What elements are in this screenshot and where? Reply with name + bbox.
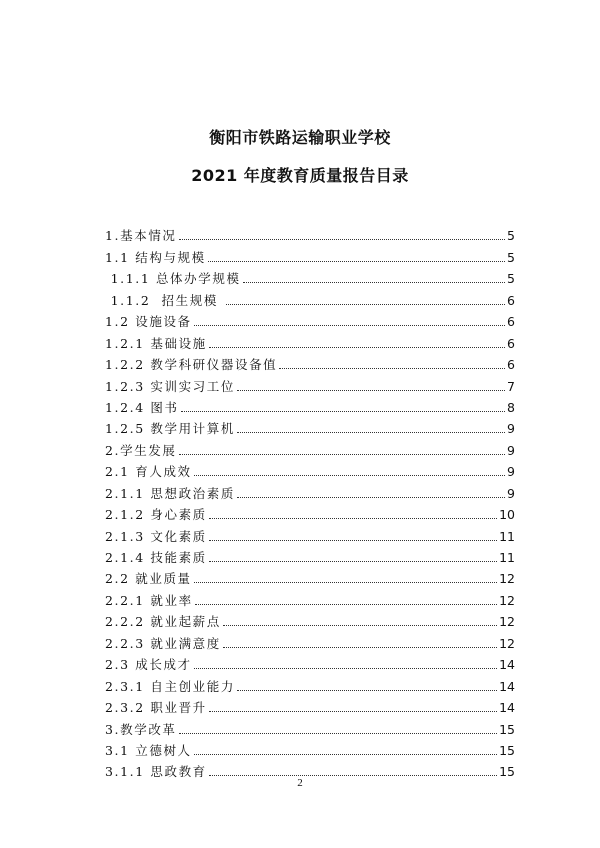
toc-entry[interactable]: [105, 286, 515, 307]
toc-entry-page: 9: [507, 464, 515, 480]
toc-entry-page: 6: [507, 335, 515, 351]
toc-dot-leader: [209, 346, 505, 348]
toc-entry-label: 2.3.2 职业晋升: [105, 700, 207, 716]
toc-entry-page: 12: [499, 571, 515, 587]
toc-entry-page: 5: [507, 249, 515, 265]
toc-entry[interactable]: [105, 672, 515, 693]
toc-entry-page: 14: [499, 700, 515, 716]
toc-entry[interactable]: [105, 522, 515, 543]
toc-entry-page: 6: [507, 357, 515, 373]
toc-entry-label: 2.3.1 自主创业能力: [105, 678, 235, 694]
toc-dot-leader: [209, 560, 497, 562]
toc-entry[interactable]: [105, 458, 515, 479]
toc-entry-page: 6: [507, 314, 515, 330]
toc-entry-page: 10: [499, 507, 515, 523]
toc-dot-leader: [243, 281, 505, 283]
toc-dot-leader: [194, 753, 497, 755]
toc-entry-page: 12: [499, 614, 515, 630]
toc-entry-page: 14: [499, 657, 515, 673]
toc-entry-label: 2.1.2 身心素质: [105, 507, 207, 523]
toc-entry-page: 8: [507, 399, 515, 415]
report-title-heading: 2021 年度教育质量报告目录: [191, 166, 409, 185]
toc-entry[interactable]: [105, 544, 515, 565]
toc-dot-leader: [237, 496, 505, 498]
toc-dot-leader: [208, 260, 505, 262]
toc-entry-page: 9: [507, 485, 515, 501]
toc-entry[interactable]: [105, 651, 515, 672]
toc-entry-page: 5: [507, 271, 515, 287]
toc-entry-page: 6: [507, 292, 515, 308]
toc-entry-label: 2.学生发展: [105, 442, 177, 458]
toc-entry-label: 2.2.1 就业率: [105, 592, 193, 608]
toc-entry-page: 15: [499, 764, 515, 780]
toc-dot-leader: [223, 624, 497, 626]
toc-entry-label: 1.2.4 图书: [105, 399, 179, 415]
toc-entry-label: 3.教学改革: [105, 721, 177, 737]
toc-dot-leader: [209, 517, 497, 519]
toc-entry-label: 2.1.1 思想政治素质: [105, 485, 235, 501]
toc-dot-leader: [179, 453, 505, 455]
toc-entry[interactable]: [105, 329, 515, 350]
toc-entry[interactable]: [105, 372, 515, 393]
toc-entry[interactable]: [105, 436, 515, 457]
toc-entry[interactable]: [105, 565, 515, 586]
toc-entry-label: 1.1 结构与规模: [105, 249, 206, 265]
toc-dot-leader: [209, 539, 497, 541]
toc-entry-label: 2.1.3 文化素质: [105, 528, 207, 544]
toc-entry-page: 14: [499, 678, 515, 694]
toc-dot-leader: [237, 689, 497, 691]
toc-entry-page: 5: [507, 228, 515, 244]
toc-entry-label: 3.1 立德树人: [105, 742, 192, 758]
toc-entry-label: 1.2.1 基础设施: [105, 335, 207, 351]
toc-dot-leader: [194, 667, 497, 669]
toc-dot-leader: [226, 303, 506, 305]
toc-entry-label: 2.2 就业质量: [105, 571, 192, 587]
toc-entry[interactable]: [105, 394, 515, 415]
toc-dot-leader: [195, 603, 497, 605]
toc-entry-label: 3.1.1 思政教育: [105, 764, 207, 780]
toc-entry-page: 12: [499, 592, 515, 608]
toc-dot-leader: [194, 324, 505, 326]
toc-dot-leader: [194, 581, 497, 583]
toc-dot-leader: [237, 389, 505, 391]
toc-entry-label: 2.2.2 就业起薪点: [105, 614, 221, 630]
toc-entry[interactable]: [105, 715, 515, 736]
toc-entry-label: 2.1.4 技能素质: [105, 550, 207, 565]
toc-entry[interactable]: [105, 586, 515, 607]
toc-entry[interactable]: [105, 222, 515, 243]
toc-entry-page: 15: [499, 721, 515, 737]
toc-entry-label: 1.2.5 教学用计算机: [105, 421, 235, 437]
toc-entry-page: 11: [499, 550, 515, 565]
toc-entry-label: 2.2.3 就业满意度: [105, 635, 221, 651]
toc-entry-label: 1.2 设施设备: [105, 314, 192, 330]
toc-entry-label: 1.1.2 招生规模: [105, 292, 224, 308]
toc-entry-page: 9: [507, 421, 515, 437]
toc-dot-leader: [223, 646, 497, 648]
toc-entry[interactable]: [105, 629, 515, 650]
toc-entry[interactable]: [105, 501, 515, 522]
toc-dot-leader: [209, 710, 497, 712]
toc-entry-label: 2.3 成长成才: [105, 657, 192, 673]
toc-entry[interactable]: [105, 415, 515, 436]
toc-entry[interactable]: [105, 243, 515, 264]
toc-entry-page: 11: [499, 528, 515, 544]
toc-entry[interactable]: [105, 694, 515, 715]
toc-entry-page: 12: [499, 635, 515, 651]
toc-entry-label: 1.2.3 实训实习工位: [105, 378, 235, 394]
toc-entry-page: 7: [507, 378, 515, 394]
page-number: 2: [297, 777, 303, 789]
toc-entry[interactable]: [105, 479, 515, 500]
school-name-heading: 衡阳市铁路运输职业学校: [209, 128, 391, 147]
toc-entry[interactable]: [105, 308, 515, 329]
toc-entry-label: 1.基本情况: [105, 228, 177, 244]
toc-dot-leader: [179, 238, 505, 240]
toc-entry[interactable]: [105, 737, 515, 758]
toc-entry-label: 1.2.2 教学科研仪器设备值: [105, 357, 278, 373]
table-of-contents: [105, 222, 515, 779]
toc-entry[interactable]: [105, 608, 515, 629]
toc-dot-leader: [194, 474, 505, 476]
toc-dot-leader: [237, 431, 505, 433]
toc-entry[interactable]: [105, 351, 515, 372]
toc-entry-label: 2.1 育人成效: [105, 464, 192, 480]
toc-dot-leader: [279, 367, 505, 369]
toc-entry-page: 9: [507, 442, 515, 458]
toc-entry-label: 1.1.1 总体办学规模: [105, 271, 241, 287]
toc-dot-leader: [179, 732, 498, 734]
toc-dot-leader: [181, 410, 505, 412]
toc-entry[interactable]: [105, 265, 515, 286]
toc-entry-page: 15: [499, 742, 515, 758]
